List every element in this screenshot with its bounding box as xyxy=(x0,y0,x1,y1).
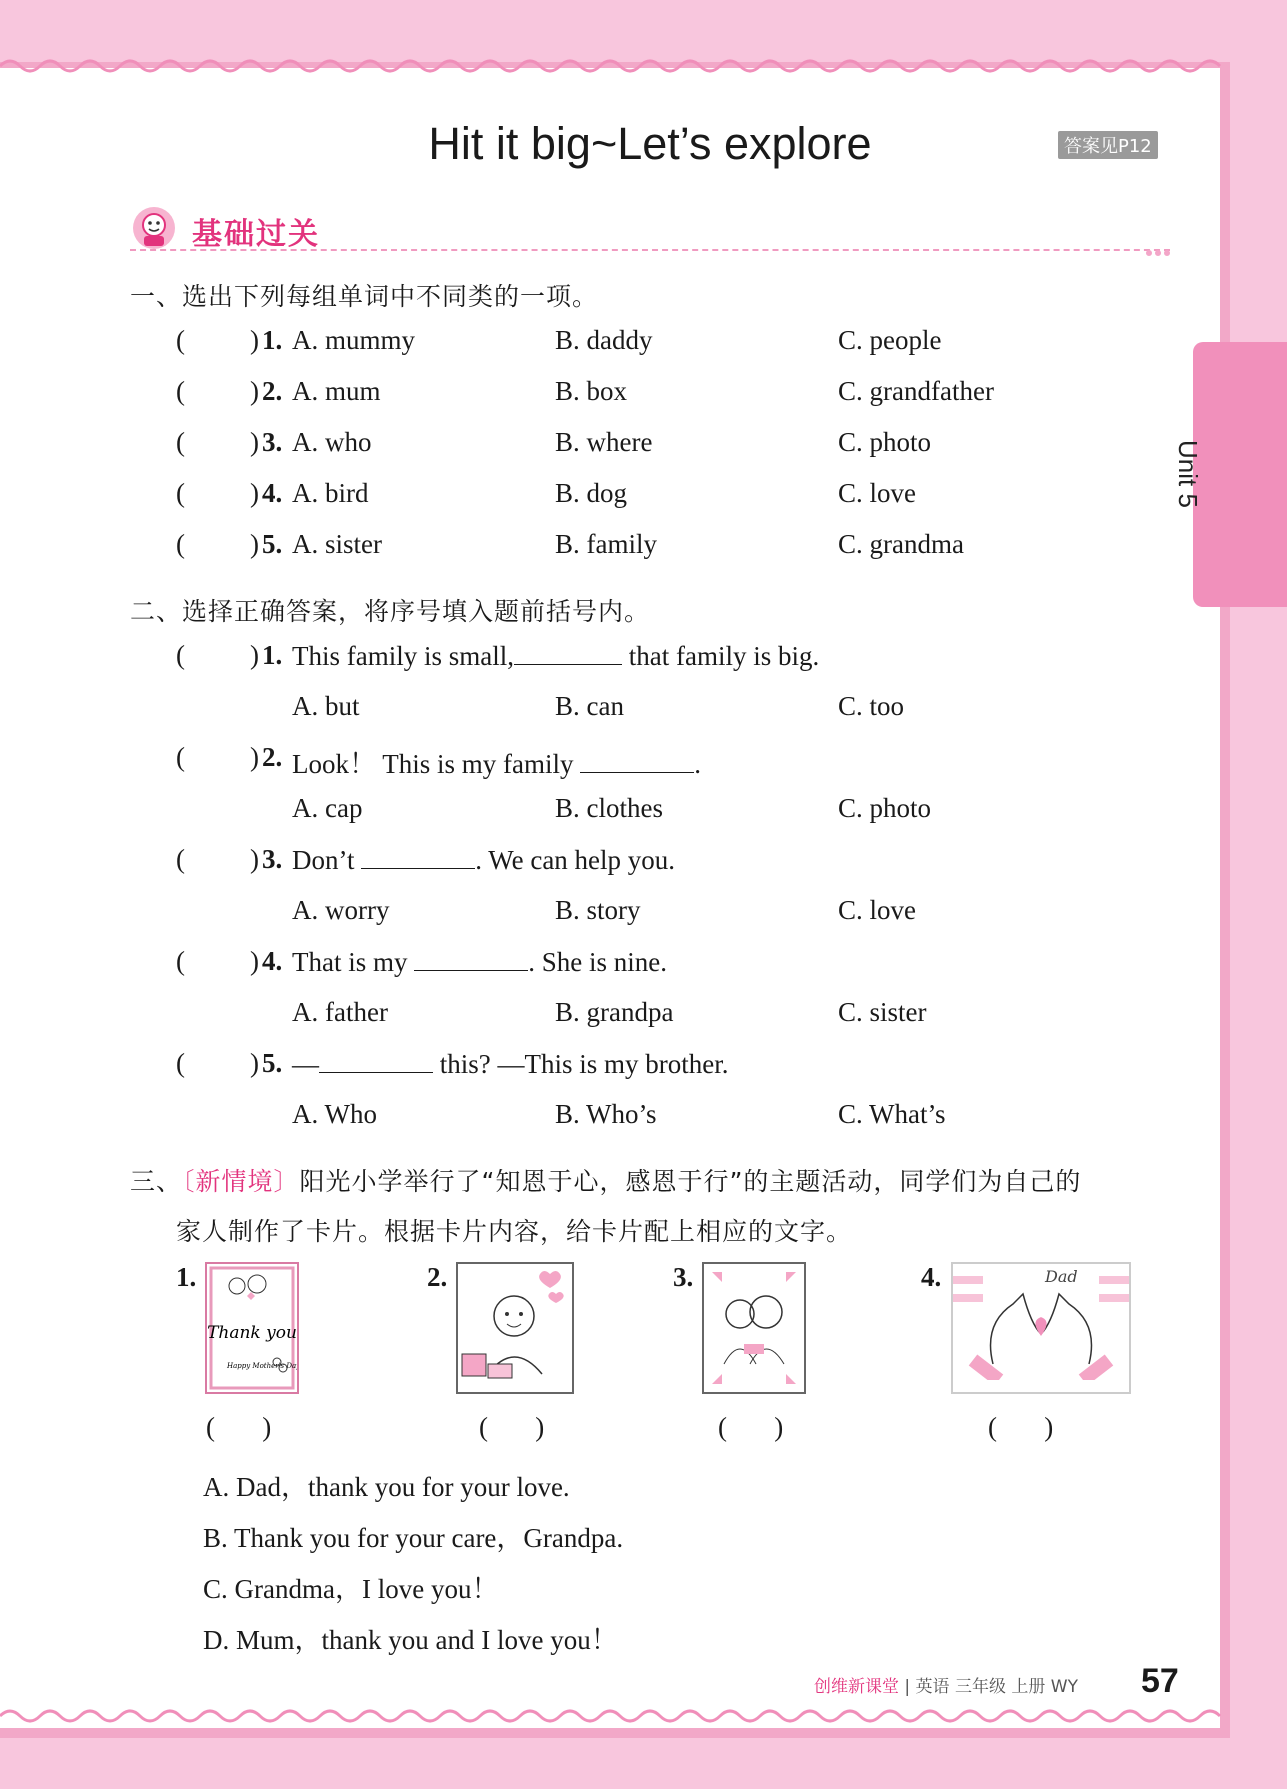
option-c: C. love xyxy=(838,478,916,508)
answer-blank[interactable] xyxy=(361,844,475,869)
dad-heart-hands-illustration xyxy=(953,1264,1129,1380)
option-c: C. love xyxy=(838,895,916,925)
question-stem: Look！ This is my family . xyxy=(292,749,701,779)
part3-heading: 三、〔新情境〕阳光小学举行了“知恩于心，感恩于行”的主题活动，同学们为自己的 xyxy=(130,1167,1082,1196)
card-mothers-day xyxy=(205,1262,299,1394)
card-grandma xyxy=(702,1262,806,1394)
answer-blank[interactable] xyxy=(414,946,528,971)
option-a: A. but xyxy=(292,691,360,721)
svg-text:Happy Mother's Day: Happy Mother's Day xyxy=(227,1362,297,1370)
part1-item: ( ) 2. A. mum B. box C. grandfather xyxy=(176,376,994,406)
part2-question: ( ) 3. Don’t . We can help you. xyxy=(176,844,676,875)
card-grandpa xyxy=(456,1262,574,1394)
option-c: C. too xyxy=(838,691,905,721)
grandpa-illustration xyxy=(458,1264,572,1392)
card-dad xyxy=(951,1262,1131,1394)
part2-options xyxy=(0,997,1200,1037)
svg-text:Dad: Dad xyxy=(1045,1267,1078,1286)
item-number: 1. xyxy=(262,325,283,355)
option-c: C. photo xyxy=(838,427,932,457)
section-header xyxy=(130,205,1170,251)
page-title: Hit it big~Let’s explore xyxy=(428,118,872,169)
part1-item: ( ) 5. A. sister B. family C. grandma xyxy=(176,529,964,559)
item-number: 5. xyxy=(262,529,283,559)
option-b: B. daddy xyxy=(555,325,653,355)
item-number: 5. xyxy=(262,1048,283,1078)
item-number: 3. xyxy=(262,427,283,457)
card-answer-paren[interactable]: ( ) xyxy=(206,1412,272,1442)
option-a: A. worry xyxy=(292,895,390,925)
part2-question: ( ) 1. This family is small, that family is big. xyxy=(176,640,820,671)
option-b: B. story xyxy=(555,895,641,925)
unit-side-tab xyxy=(1193,342,1287,607)
option-b: B. box xyxy=(555,376,628,406)
option-a: A. father xyxy=(292,997,388,1027)
option-c: C. people xyxy=(838,325,942,355)
answer-blank[interactable] xyxy=(319,1048,433,1073)
match-option: A. Dad，thank you for your love. xyxy=(203,1472,570,1502)
footer-info: 英语 三年级 上册 WY xyxy=(915,1677,1078,1697)
option-a: A. bird xyxy=(292,478,369,508)
section-divider xyxy=(130,249,1170,251)
answer-reference-badge: 答案见P12 xyxy=(1058,131,1158,159)
option-c: C. photo xyxy=(838,793,932,823)
wave-border-bottom xyxy=(0,1706,1230,1730)
part1-heading: 一、选出下列每组单词中不同类的一项。 xyxy=(130,282,599,311)
card-number: 2. xyxy=(427,1262,448,1292)
option-c: C. What’s xyxy=(838,1099,946,1129)
card-number: 1. xyxy=(176,1262,197,1292)
match-option: D. Mum，thank you and I love you！ xyxy=(203,1625,618,1655)
answer-blank[interactable] xyxy=(514,640,622,665)
question-stem: That is my . She is nine. xyxy=(292,947,667,977)
mascot-icon xyxy=(130,205,178,251)
card-answer-paren[interactable]: ( ) xyxy=(479,1412,545,1442)
part2-options xyxy=(0,1099,1200,1139)
card-number: 3. xyxy=(673,1262,694,1292)
match-option: B. Thank you for your care，Grandpa. xyxy=(203,1523,624,1553)
item-number: 3. xyxy=(262,844,283,874)
option-b: B. family xyxy=(555,529,657,559)
option-a: A. sister xyxy=(292,529,382,559)
option-c: C. grandma xyxy=(838,529,964,559)
option-a: A. cap xyxy=(292,793,363,823)
wave-border-top xyxy=(0,52,1230,74)
card-answer-paren[interactable]: ( ) xyxy=(718,1412,784,1442)
item-number: 4. xyxy=(262,946,283,976)
page-footer: 创维新课堂 | 英语 三年级 上册 WY xyxy=(814,1677,1078,1697)
part1-item: ( ) 3. A. who B. where C. photo xyxy=(176,427,932,457)
option-b: B. can xyxy=(555,691,624,721)
question-stem: — this? —This is my brother. xyxy=(292,1049,729,1079)
part2-question: ( ) 2. Look！ This is my family . xyxy=(176,742,701,779)
question-stem: This family is small, that family is big. xyxy=(292,641,820,671)
page-number: 57 xyxy=(1141,1662,1179,1700)
option-a: A. Who xyxy=(292,1099,377,1129)
option-b: B. clothes xyxy=(555,793,663,823)
unit-side-tab-label: Unit 5 xyxy=(1173,440,1203,508)
section-dots xyxy=(1143,241,1170,260)
mothers-day-illustration xyxy=(207,1264,297,1392)
item-number: 1. xyxy=(262,640,283,670)
item-number: 2. xyxy=(262,376,283,406)
part2-question: ( ) 4. That is my . She is nine. xyxy=(176,946,667,977)
item-number: 2. xyxy=(262,742,283,772)
card-number: 4. xyxy=(921,1262,942,1292)
option-b: B. grandpa xyxy=(555,997,674,1027)
option-a: A. who xyxy=(292,427,372,457)
part2-heading: 二、选择正确答案，将序号填入题前括号内。 xyxy=(130,597,651,626)
part2-options xyxy=(0,895,1200,935)
item-number: 4. xyxy=(262,478,283,508)
option-b: B. where xyxy=(555,427,653,457)
part2-question: ( ) 5. — this? —This is my brother. xyxy=(176,1048,729,1079)
new-context-tag: 〔新情境〕 xyxy=(182,1167,300,1196)
match-option: C. Grandma，I love you！ xyxy=(203,1574,499,1604)
card-answer-paren[interactable]: ( ) xyxy=(988,1412,1054,1442)
section-title: 基础过关 xyxy=(192,217,320,252)
footer-brand: 创维新课堂 xyxy=(814,1677,899,1697)
part1-item: ( ) 1. A. mummy B. daddy C. people xyxy=(176,325,942,355)
option-a: A. mum xyxy=(292,376,381,406)
svg-text:Thank you: Thank you xyxy=(207,1323,297,1343)
option-b: B. Who’s xyxy=(555,1099,657,1129)
answer-blank[interactable] xyxy=(580,748,694,773)
question-stem: Don’t . We can help you. xyxy=(292,845,676,875)
option-c: C. grandfather xyxy=(838,376,994,406)
option-c: C. sister xyxy=(838,997,927,1027)
part2-options xyxy=(0,691,1200,731)
part3-heading-cont: 家人制作了卡片。根据卡片内容，给卡片配上相应的文字。 xyxy=(176,1217,853,1246)
option-a: A. mummy xyxy=(292,325,416,355)
option-b: B. dog xyxy=(555,478,628,508)
part2-options xyxy=(0,793,1200,833)
grandma-illustration xyxy=(704,1264,804,1392)
part1-item: ( ) 4. A. bird B. dog C. love xyxy=(176,478,916,508)
